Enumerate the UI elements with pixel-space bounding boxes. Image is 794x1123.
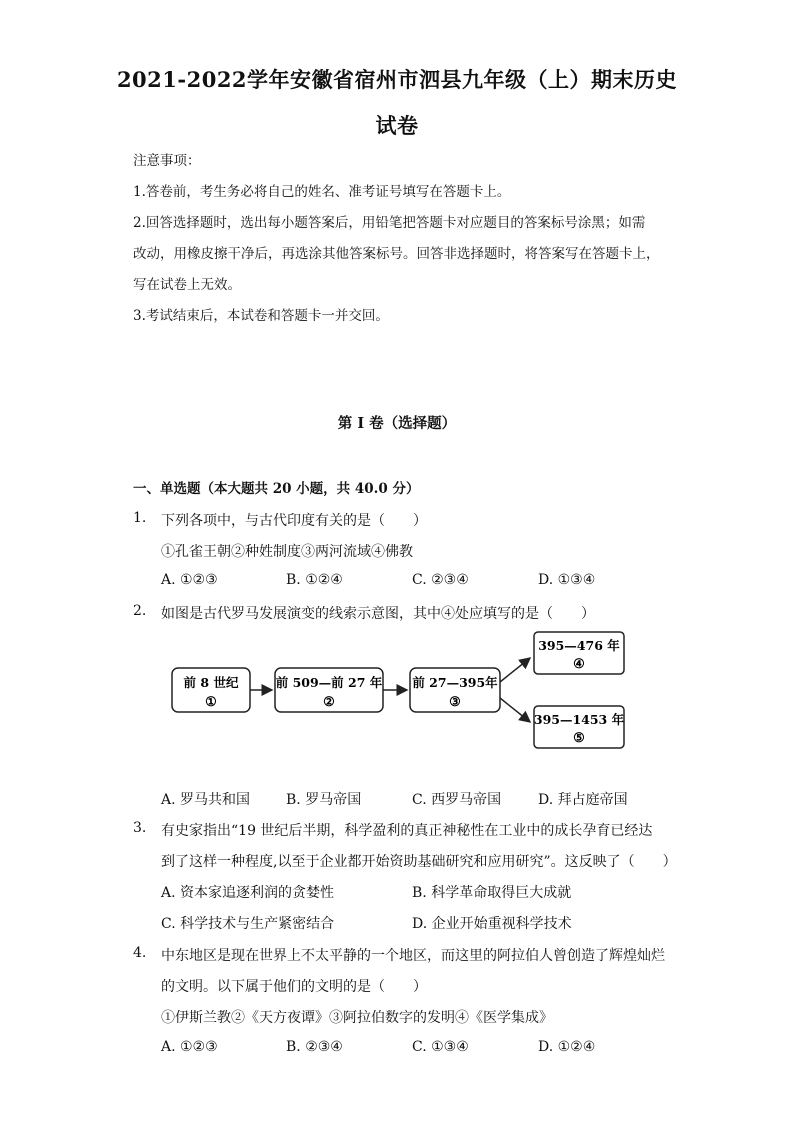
- option-c[interactable]: C. ①③④: [412, 1039, 469, 1055]
- option-a[interactable]: A. 资本家追逐利润的贪婪性: [161, 885, 335, 901]
- timeline-svg: [168, 628, 628, 754]
- question-stem: 有史家指出“19 世纪后半期，科学盈利的真正神秘性在工业中的成长孕育已经达: [161, 823, 653, 839]
- question-number: 1.: [133, 510, 147, 526]
- question-items: ①孔雀王朝②种姓制度③两河流域④佛教: [161, 544, 413, 560]
- question-stem-cont: 的文明。以下属于他们的文明的是（ ）: [161, 979, 427, 995]
- option-b[interactable]: B. 科学革命取得巨大成就: [412, 885, 572, 901]
- option-c[interactable]: C. 西罗马帝国: [412, 792, 502, 808]
- option-d[interactable]: D. 拜占庭帝国: [538, 792, 628, 808]
- exam-title-line2: 试卷: [375, 113, 419, 138]
- notice-item-2a: 2.回答选择题时，选出每小题答案后，用铅笔把答题卡对应题目的答案标号涂黑；如需: [133, 215, 646, 231]
- option-d[interactable]: D. ①③④: [538, 572, 596, 588]
- question-number: 4.: [133, 945, 147, 961]
- box-mark: ②: [323, 695, 335, 710]
- option-a[interactable]: A. ①②③: [161, 572, 218, 588]
- question-stem-cont: 到了这样一种程度,以至于企业都开始资助基础研究和应用研究”。这反映了（ ）: [161, 854, 677, 870]
- exam-title-line1: 2021-2022学年安徽省宿州市泗县九年级（上）期末历史: [116, 67, 678, 92]
- option-b[interactable]: B. 罗马帝国: [286, 792, 362, 808]
- arrow: [500, 658, 530, 682]
- part-title: 一、单选题（本大题共 20 小题，共 40.0 分）: [133, 481, 420, 497]
- option-c[interactable]: C. ②③④: [412, 572, 469, 588]
- option-b[interactable]: B. ①②④: [286, 572, 343, 588]
- rome-timeline-diagram: [168, 628, 628, 754]
- option-d[interactable]: D. ①②④: [538, 1039, 596, 1055]
- section-title: 第 I 卷（选择题）: [337, 415, 457, 432]
- option-c[interactable]: C. 科学技术与生产紧密结合: [161, 916, 335, 932]
- option-a[interactable]: A. 罗马共和国: [161, 792, 251, 808]
- notice-item-3: 3.考试结束后，本试卷和答题卡一并交回。: [133, 308, 389, 324]
- question-stem: 中东地区是现在世界上不太平静的一个地区，而这里的阿拉伯人曾创造了辉煌灿烂: [161, 948, 665, 964]
- arrow: [500, 698, 530, 722]
- timeline-box-2: [275, 668, 383, 712]
- box-period: 前 8 世纪: [183, 675, 239, 690]
- notice-item-2c: 写在试卷上无效。: [133, 277, 241, 293]
- timeline-box-4: [534, 632, 624, 674]
- question-stem: 下列各项中，与古代印度有关的是（ ）: [161, 513, 427, 529]
- question-number: 3.: [133, 820, 147, 836]
- notice-heading: 注意事项：: [133, 153, 201, 169]
- box-mark: ④: [573, 657, 585, 672]
- notice-item-1: 1.答卷前，考生务必将自己的姓名、准考证号填写在答题卡上。: [133, 184, 511, 200]
- box-mark: ③: [449, 695, 461, 710]
- notice-block: [133, 146, 673, 332]
- question-stem: 如图是古代罗马发展演变的线索示意图，其中④处应填写的是（ ）: [161, 606, 595, 622]
- box-mark: ⑤: [573, 731, 585, 746]
- box-period: 395—476 年: [538, 638, 620, 653]
- option-b[interactable]: B. ②③④: [286, 1039, 343, 1055]
- box-mark: ①: [205, 695, 217, 710]
- timeline-box-5: [534, 706, 625, 748]
- box-period: 前 27—395年: [412, 675, 498, 690]
- option-d[interactable]: D. 企业开始重视科学技术: [412, 916, 572, 932]
- box-period: 前 509—前 27 年: [275, 675, 383, 690]
- timeline-box-1: [172, 668, 250, 712]
- timeline-box-3: [410, 668, 500, 712]
- question-number: 2.: [133, 603, 147, 619]
- notice-item-2b: 改动，用橡皮擦干净后，再选涂其他答案标号。回答非选择题时，将答案写在答题卡上，: [133, 246, 660, 262]
- question-items: ①伊斯兰教②《天方夜谭》③阿拉伯数字的发明④《医学集成》: [161, 1010, 553, 1026]
- box-period: 395—1453 年: [533, 712, 625, 727]
- option-a[interactable]: A. ①②③: [161, 1039, 218, 1055]
